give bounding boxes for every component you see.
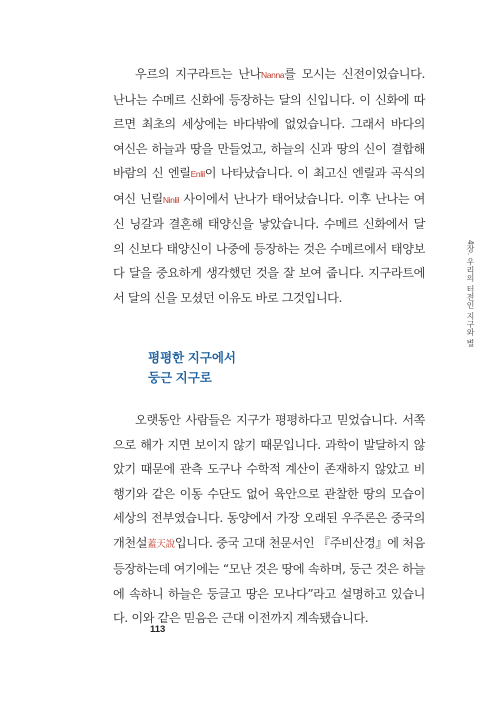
paragraph-ziggurat: [113, 62, 425, 310]
text-segment: 입니다. 중국 고대 천문서인 『주비산경』에 처음 등장하는데 여기에는 “모난 것은 땅에 속하며, 둥근 것은 하늘에 속하니 하늘은 둥글고 땅은 모나다”라고 설명하고 있습니다. 이와 같은 믿음은 근대 이전까지 계속됐습니다.: [113, 535, 425, 625]
gloss-ninlil: Ninlil: [162, 194, 179, 205]
text-segment: 이 나타났습니다. 이 최고신 엔릴과 곡식의 여신 닌릴: [113, 166, 426, 206]
text-segment: 오랫동안 사람들은 지구가 평평하다고 믿었습니다. 서쪽으로 해가 지면 보이지 않기 때문입니다. 과학이 발달하지 않았기 때문에 관측 도구나 수학적 계산이 존재하지 않았고 비행기와 같은 이동 수단도 없어 육안으로 관찰한 땅의 모습이 세상의 전부였습니다. 동양에서 가장 오래된 우주론은 중국의 개천설: [113, 413, 425, 550]
chapter-running-header: 4장. 우리의 터전인 지구와 별: [466, 240, 475, 347]
gloss-enlil: Enlil: [190, 169, 205, 179]
text-segment: 를 모시는 신전이었습니다. 난나는 수메르 신화에 등장하는 달의 신입니다. 이 신화에 따르면 최초의 세상에는 바다밖에 없었습니다. 그래서 바다의 여신은 하늘과 땅을 만들었고, 하늘의 신과 땅의 신이 결합해 바람의 신 엔릴: [113, 67, 425, 180]
page-number: 113: [150, 624, 166, 635]
text-segment: 사이에서 난나가 태어났습니다. 이후 난나는 여신 닝갈과 결혼해 태양신을 낳았습니다. 수메르 신화에서 달의 신보다 태양신이 나중에 등장하는 것은 수메르에서 태양보다 달을 중요하게 생각했던 것을 잘 보여 줍니다. 지구라트에서 달의 신을 모셨던 이유도 바로 그것입니다.: [113, 191, 425, 305]
section-heading-line2: 둥근 지구로: [148, 371, 212, 385]
gloss-nanna: Nanna: [261, 70, 285, 80]
section-heading: [148, 348, 236, 388]
hanja-gaecheonseol: 蓋天說: [147, 538, 175, 550]
text-segment: 우르의 지구라트는 난나: [135, 67, 262, 81]
section-heading-line1: 평평한 지구에서: [148, 351, 236, 365]
paragraph-flat-earth: [113, 408, 425, 631]
